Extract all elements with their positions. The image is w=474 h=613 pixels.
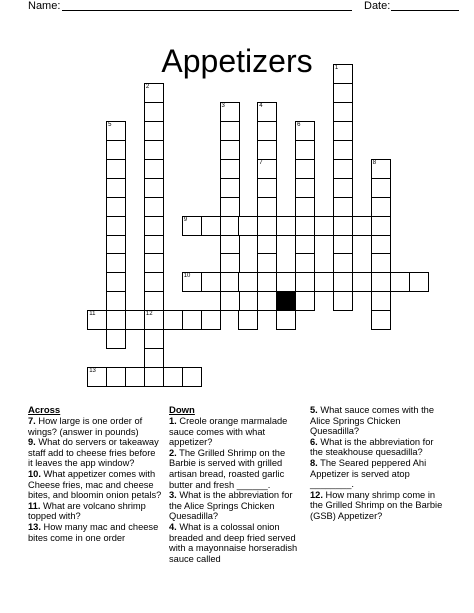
grid-cell[interactable] <box>257 178 277 198</box>
grid-cell[interactable] <box>220 253 240 273</box>
grid-cell[interactable] <box>257 272 277 292</box>
across-heading: Across <box>28 405 61 416</box>
grid-cell[interactable] <box>352 272 372 292</box>
grid-cell[interactable] <box>257 216 277 236</box>
grid-cell[interactable] <box>333 140 353 160</box>
grid-cell[interactable] <box>106 216 126 236</box>
grid-cell[interactable] <box>295 216 315 236</box>
clue-text: How large is one order of wings? (answer in pounds) <box>28 416 143 437</box>
clue-number: 1 <box>334 65 339 72</box>
grid-cell[interactable] <box>220 216 240 236</box>
grid-cell[interactable] <box>220 159 240 179</box>
grid-cell[interactable] <box>371 310 391 330</box>
clue-label: 1. <box>169 416 177 426</box>
grid-cell[interactable] <box>371 159 391 179</box>
clue-text: What is the abbreviation for the steakhouse quesadilla? <box>310 436 434 458</box>
grid-cell[interactable] <box>333 216 353 236</box>
grid-cell[interactable] <box>144 310 164 330</box>
grid-cell[interactable] <box>333 235 353 255</box>
clue-label: 2. <box>169 447 177 458</box>
clue-number: 4 <box>259 103 263 110</box>
clue-number: 10 <box>183 273 191 280</box>
grid-cell[interactable] <box>333 197 353 217</box>
grid-cell[interactable] <box>333 64 353 84</box>
clue-label: 5. <box>310 405 318 415</box>
down-clue-list-continued <box>310 405 446 522</box>
grid-cell[interactable] <box>352 216 372 236</box>
clue-number: 5 <box>108 122 112 129</box>
grid-cell[interactable] <box>314 216 334 236</box>
clue-text: What are volcano shrimp topped with? <box>28 500 146 522</box>
grid-cell[interactable] <box>257 140 277 160</box>
grid-cell[interactable] <box>314 272 334 292</box>
grid-cell[interactable] <box>295 272 315 292</box>
clue-number: 3 <box>221 103 225 110</box>
clue-item <box>28 522 162 543</box>
clue-label: 12. <box>310 489 323 500</box>
grid-cell[interactable] <box>371 253 391 273</box>
grid-cell[interactable] <box>220 197 240 217</box>
clue-item <box>28 437 162 469</box>
grid-cell[interactable] <box>182 272 202 292</box>
grid-cell[interactable] <box>144 348 164 368</box>
grid-cell[interactable] <box>220 178 240 198</box>
clue-text: The Grilled Shrimp on the Barbie is served with grilled artisan bread, roasted garlic butter and fresh ______. <box>169 447 286 490</box>
clue-label: 10. <box>28 468 41 479</box>
clue-text: What is the abbreviation for the Alice Springs Chicken Quesadilla? <box>169 490 293 522</box>
grid-cell[interactable] <box>182 310 202 330</box>
across-clues <box>28 405 162 543</box>
clue-label: 11. <box>28 500 41 511</box>
grid-cell[interactable] <box>220 272 240 292</box>
grid-cell[interactable] <box>257 291 277 311</box>
grid-cell[interactable] <box>106 159 126 179</box>
clue-item <box>169 448 303 490</box>
grid-cell[interactable] <box>220 121 240 141</box>
clue-text: How many mac and cheese bites come in one order <box>28 521 159 543</box>
grid-cell[interactable] <box>220 102 240 122</box>
grid-cell[interactable] <box>295 197 315 217</box>
grid-cell[interactable] <box>220 291 240 311</box>
date-label: Date: <box>364 0 391 12</box>
across-clue-list <box>28 416 162 543</box>
grid-cell[interactable] <box>87 367 107 387</box>
grid-cell[interactable] <box>144 367 164 387</box>
grid-cell[interactable] <box>220 235 240 255</box>
grid-cell[interactable] <box>257 121 277 141</box>
grid-cell[interactable] <box>144 83 164 103</box>
grid-cell[interactable] <box>295 159 315 179</box>
grid-cell[interactable] <box>106 178 126 198</box>
clue-item <box>310 458 446 490</box>
grid-cell[interactable] <box>144 253 164 273</box>
grid-cell[interactable] <box>144 178 164 198</box>
grid-cell[interactable] <box>295 121 315 141</box>
grid-cell[interactable] <box>295 291 315 311</box>
grid-cell[interactable] <box>201 310 221 330</box>
grid-cell[interactable] <box>257 253 277 273</box>
grid-cell[interactable] <box>371 216 391 236</box>
grid-cell[interactable] <box>390 272 410 292</box>
grid-cell[interactable] <box>106 367 126 387</box>
grid-cell[interactable] <box>106 197 126 217</box>
grid-cell[interactable] <box>144 291 164 311</box>
clue-item <box>310 437 446 458</box>
grid-cell[interactable] <box>106 310 126 330</box>
grid-cell[interactable] <box>295 235 315 255</box>
clue-number: 11 <box>89 311 96 318</box>
grid-cell[interactable] <box>144 272 164 292</box>
clue-number: 7 <box>259 159 263 166</box>
grid-cell[interactable] <box>257 197 277 217</box>
grid-cell[interactable] <box>333 121 353 141</box>
grid-cell[interactable] <box>201 272 221 292</box>
grid-cell[interactable] <box>163 310 183 330</box>
clue-label: 8. <box>310 457 318 468</box>
grid-cell[interactable] <box>371 272 391 292</box>
grid-cell[interactable] <box>333 102 353 122</box>
grid-cell[interactable] <box>144 235 164 255</box>
grid-cell[interactable] <box>276 216 296 236</box>
clue-number: 8 <box>372 159 377 166</box>
clue-number: 9 <box>183 216 188 223</box>
clue-item <box>28 469 162 501</box>
grid-cell-blocked <box>276 291 296 311</box>
clue-label: 3. <box>169 490 177 501</box>
grid-cell[interactable] <box>333 178 353 198</box>
clue-label: 6. <box>310 436 318 447</box>
grid-cell[interactable] <box>144 102 164 122</box>
down-clues-continued <box>310 405 446 522</box>
clue-item <box>28 416 162 437</box>
down-clues <box>169 405 303 564</box>
clue-label: 9. <box>28 437 36 448</box>
grid-cell[interactable] <box>276 310 296 330</box>
clue-text: How many shrimp come in the Grilled Shrimp on the Barbie (GSB) Appetizer? <box>310 489 443 521</box>
clue-text: Creole orange marmalade sauce comes with what appetizer? <box>169 416 288 448</box>
grid-cell[interactable] <box>182 367 202 387</box>
clue-text: What appetizer comes with Cheese fries, mac and cheese bites, and bloomin onion petals? <box>28 468 162 501</box>
clue-item <box>169 416 303 448</box>
clue-item <box>169 490 303 522</box>
grid-cell[interactable] <box>333 272 353 292</box>
clue-text: What is a colossal onion breaded and deep fried served with a mayonnaise horseradish sauce called <box>169 521 298 564</box>
grid-cell[interactable] <box>333 83 353 103</box>
clue-number: 12 <box>145 311 153 318</box>
clue-label: 13. <box>28 521 41 532</box>
clue-number: 6 <box>297 122 301 129</box>
grid-cell[interactable] <box>409 272 429 292</box>
clue-item <box>310 405 446 437</box>
clue-label: 7. <box>28 416 36 426</box>
grid-cell[interactable] <box>257 159 277 179</box>
grid-cell[interactable] <box>257 102 277 122</box>
clue-item <box>169 522 303 564</box>
grid-cell[interactable] <box>163 367 183 387</box>
grid-cell[interactable] <box>182 216 202 236</box>
grid-cell[interactable] <box>106 235 126 255</box>
grid-cell[interactable] <box>106 121 126 141</box>
grid-cell[interactable] <box>220 140 240 160</box>
grid-cell[interactable] <box>106 291 126 311</box>
grid-cell[interactable] <box>276 272 296 292</box>
grid-cell[interactable] <box>144 197 164 217</box>
clue-text: The Seared peppered Ahi Appetizer is served atop ________. <box>310 457 427 490</box>
grid-cell[interactable] <box>257 235 277 255</box>
grid-cell[interactable] <box>295 140 315 160</box>
grid-cell[interactable] <box>125 367 145 387</box>
grid-cell[interactable] <box>144 159 164 179</box>
grid-cell[interactable] <box>371 197 391 217</box>
grid-cell[interactable] <box>106 272 126 292</box>
grid-cell[interactable] <box>238 216 258 236</box>
grid-cell[interactable] <box>106 329 126 349</box>
grid-cell[interactable] <box>87 310 107 330</box>
down-clue-list <box>169 416 303 564</box>
grid-cell[interactable] <box>333 159 353 179</box>
clue-text: What sauce comes with the Alice Springs Chicken Quesadilla? <box>310 405 435 437</box>
clue-item <box>28 501 162 522</box>
clue-item <box>310 490 446 522</box>
grid-cell[interactable] <box>144 121 164 141</box>
grid-cell[interactable] <box>333 253 353 273</box>
grid-cell[interactable] <box>201 216 221 236</box>
page-title: Appetizers <box>161 43 313 80</box>
grid-cell[interactable] <box>333 291 353 311</box>
grid-cell[interactable] <box>144 140 164 160</box>
grid-cell[interactable] <box>106 140 126 160</box>
grid-cell[interactable] <box>125 310 145 330</box>
grid-cell[interactable] <box>144 216 164 236</box>
grid-cell[interactable] <box>371 291 391 311</box>
grid-cell[interactable] <box>238 310 258 330</box>
grid-cell[interactable] <box>295 253 315 273</box>
grid-cell[interactable] <box>295 178 315 198</box>
clue-label: 4. <box>169 521 177 532</box>
grid-cell[interactable] <box>371 178 391 198</box>
grid-cell[interactable] <box>371 235 391 255</box>
clue-number: 13 <box>89 367 96 374</box>
down-heading: Down <box>169 405 195 416</box>
clue-text: What do servers or takeaway staff add to cheese fries before it leaves the app window? <box>28 437 159 469</box>
grid-cell[interactable] <box>238 272 258 292</box>
name-label: Name: <box>28 0 61 12</box>
grid-cell[interactable] <box>106 253 126 273</box>
clue-number: 2 <box>145 84 150 91</box>
grid-cell[interactable] <box>144 329 164 349</box>
